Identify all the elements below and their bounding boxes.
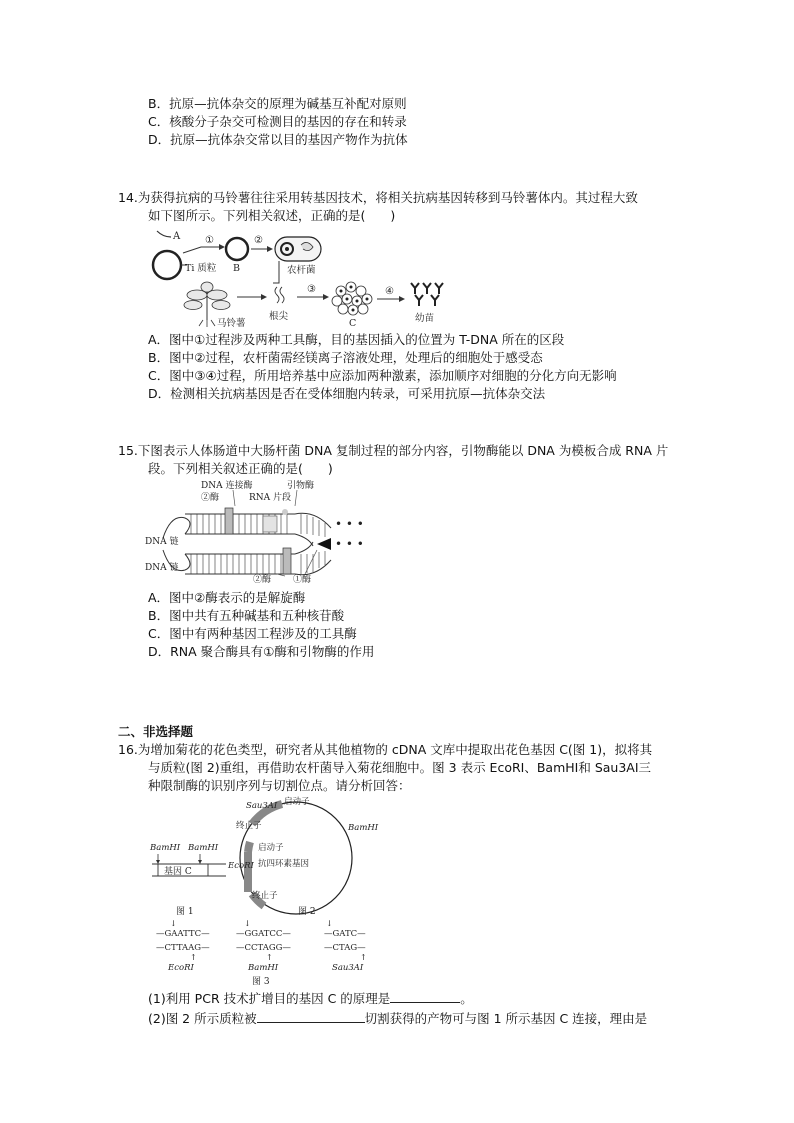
q14-option-a: A．图中①过程涉及两种工具酶，目的基因插入的位置为 T-DNA 所在的区段 <box>148 332 565 347</box>
ti-plasmid-icon <box>153 251 181 279</box>
q13-option-d: D．抗原—抗体杂交常以目的基因产物作为抗体 <box>148 132 408 147</box>
enzyme2-bottom-block <box>283 548 291 574</box>
fig3-ecor1-top: —GAATTC— <box>156 929 210 939</box>
fig2-resistance-gene-label: 抗四环素基因 <box>258 859 310 869</box>
gene-a-fragment-icon <box>157 231 171 237</box>
fig15-dna-top: DNA 链 <box>145 537 179 547</box>
svg-text:↓: ↓ <box>326 919 333 928</box>
root-tip-icon <box>275 287 284 303</box>
q14-option-b: B．图中②过程，农杆菌需经镁离子溶液处理，处理后的细胞处于感受态 <box>148 350 543 365</box>
fig3-ecor1-name: EcoRⅠ <box>168 963 194 973</box>
fig15-dots-top: • • • <box>335 517 364 531</box>
fig1-bamh1-right: BamHⅠ <box>188 843 219 853</box>
fig3-bamh1-bottom: —CCTAGG— <box>236 943 291 953</box>
fig15-rna-label: RNA 片段 <box>249 493 292 503</box>
fig15-enzyme1: ①酶 <box>293 575 312 585</box>
svg-text:↓: ↓ <box>244 919 251 928</box>
fig3-sau3a1-bottom: —CTAG— <box>324 943 366 953</box>
seedlings-icon <box>411 283 443 306</box>
svg-text:↑: ↑ <box>266 953 273 962</box>
q16-stem-line1: 16.为增加菊花的花色类型，研究者从其他植物的 cDNA 文库中提取出花色基因 C(图 1)，拟将其 <box>118 742 653 757</box>
fig3-caption: 图 3 <box>252 977 270 987</box>
fig14-step3: ③ <box>307 284 316 295</box>
fig14-root-label: 根尖 <box>269 311 289 322</box>
q14-option-d: D．检测相关抗病基因是否在受体细胞内转录，可采用抗原—抗体杂交法 <box>148 386 546 401</box>
q16-sub1 <box>148 990 473 1007</box>
fig14-b-label: B <box>233 263 240 274</box>
fig15-ligase-label: DNA 连接酶 <box>201 481 253 491</box>
fig2-caption: 图 2 <box>298 907 316 917</box>
svg-text:↓: ↓ <box>170 919 177 928</box>
q13-option-b: B．抗原—抗体杂交的原理为碱基互补配对原则 <box>148 96 407 111</box>
fig3-sau3a1-top: —GATC— <box>324 929 366 939</box>
fig1-gene-label: 基因 C <box>164 867 192 877</box>
fig14-agro-label: 农杆菌 <box>287 265 316 276</box>
fig14-step4: ④ <box>385 286 394 297</box>
fig2-sau3a1-label: Sau3AⅠ <box>246 801 278 811</box>
fig14-step2: ② <box>254 235 263 246</box>
q15-option-a: A．图中②酶表示的是解旋酶 <box>148 590 306 605</box>
fig14-ti-label: Ti 质粒 <box>185 263 217 274</box>
enzyme1-helicase-icon <box>317 538 331 550</box>
fig2-promoter-label: 启动子 <box>258 843 284 853</box>
fig15-dna-bottom: DNA 链 <box>145 563 179 573</box>
q13-option-c: C．核酸分子杂交可检测目的基因的存在和转录 <box>148 114 407 129</box>
callus-c-icon <box>332 282 372 315</box>
q15-stem-line2: 段。下列相关叙述正确的是( ) <box>148 461 333 476</box>
fig3-sau3a1-name: Sau3AⅠ <box>332 963 364 973</box>
fig2-terminator-top: 终止子 <box>236 821 262 831</box>
q16-sub1-text-a: (1)利用 PCR 技术扩增目的基因 C 的原理是 <box>148 991 391 1006</box>
fig14-seedling-label: 幼苗 <box>415 313 435 324</box>
q15-option-c: C．图中有两种基因工程涉及的工具酶 <box>148 626 357 641</box>
q16-sub2-blank[interactable] <box>257 1010 365 1023</box>
q16-stem-line2: 与质粒(图 2)重组，再借助农杆菌导入菊花细胞中。图 3 表示 EcoRⅠ、BamHⅠ和 Sau3AⅠ三 <box>148 760 652 775</box>
fig2-plasmid <box>227 796 379 917</box>
enzyme2-top-block <box>225 508 233 534</box>
q14-option-c: C．图中③④过程，所用培养基中应添加两种激素，添加顺序对细胞的分化方向无影响 <box>148 368 617 383</box>
fig2-promoter-top: 启动子 <box>284 797 310 807</box>
q16-sub1-text-b: 。 <box>460 991 473 1006</box>
q15-option-d: D．RNA 聚合酶具有①酶和引物酶的作用 <box>148 644 375 659</box>
fig2-bamh1-label: BamHⅠ <box>348 823 379 833</box>
fig3-ecor1-bottom: —CTTAAG— <box>156 943 210 953</box>
fig15-enzyme2-top: ②酶 <box>201 493 220 503</box>
q14-figure <box>145 225 465 330</box>
q15-stem-line1: 15.下图表示人体肠道中大肠杆菌 DNA 复制过程的部分内容，引物酶能以 DNA 为模板合成 RNA 片 <box>118 443 669 458</box>
fig1-caption: 图 1 <box>176 907 194 917</box>
fig15-enzyme2-bottom: ②酶 <box>253 575 272 585</box>
section-title: 二、非选择题 <box>118 724 194 739</box>
fig14-step1: ① <box>205 235 214 246</box>
fig1-gene-c <box>149 843 226 917</box>
rna-fragment-icon <box>263 516 277 532</box>
svg-text:↑: ↑ <box>190 953 197 962</box>
fig14-potato-label: 马铃薯 <box>217 318 246 329</box>
fig2-terminator-label: 终止子 <box>252 891 278 901</box>
fig14-c-label: C <box>349 318 357 329</box>
fig3-sequences <box>156 919 367 987</box>
fig3-bamh1-top: —GGATCC— <box>236 929 291 939</box>
q16-sub2-text-b: 切割获得的产物可与图 1 所示基因 C 连接，理由是 <box>364 1011 648 1026</box>
q15-option-b: B．图中共有五种碱基和五种核苷酸 <box>148 608 345 623</box>
fig14-a-label: A <box>173 231 181 242</box>
fig3-bamh1-name: BamHⅠ <box>248 963 279 973</box>
svg-text:↑: ↑ <box>360 953 367 962</box>
fig1-bamh1-left: BamHⅠ <box>150 843 181 853</box>
q14-stem-line1: 14.为获得抗病的马铃薯往往采用转基因技术，将相关抗病基因转移到马铃薯体内。其过程大致 <box>118 190 638 205</box>
q16-sub2-text-a: (2)图 2 所示质粒被 <box>148 1011 257 1026</box>
q16-sub1-blank[interactable] <box>390 990 460 1003</box>
fig15-primase-label: 引物酶 <box>287 481 315 491</box>
q16-sub2 <box>148 1010 647 1027</box>
q16-figure <box>148 796 388 986</box>
q15-figure <box>145 476 395 586</box>
recombinant-plasmid-b-icon <box>226 238 248 260</box>
fig2-ecor1-label: EcoRⅠ <box>228 861 254 871</box>
q14-stem-line2: 如下图所示。下列相关叙述，正确的是( ) <box>148 208 396 223</box>
fig15-dots-bottom: • • • <box>335 537 364 551</box>
q16-stem-line3: 种限制酶的识别序列与切割位点。请分析回答： <box>148 778 411 793</box>
